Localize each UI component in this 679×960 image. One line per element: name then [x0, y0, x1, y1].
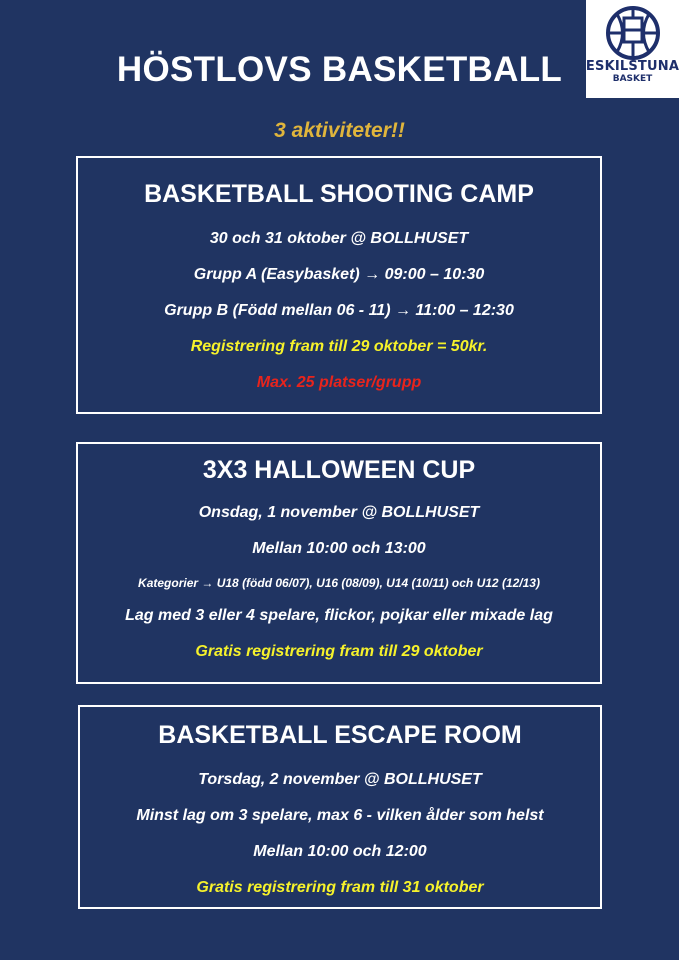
logo-sub: BASKET [612, 74, 653, 84]
event-date: Onsdag, 1 november @ BOLLHUSET [198, 504, 480, 521]
event-heading: BASKETBALL ESCAPE ROOM [158, 721, 522, 749]
event-registration: Gratis registrering fram till 29 oktober [195, 643, 483, 660]
event-team-size: Minst lag om 3 spelare, max 6 - vilken ålder som helst [136, 807, 544, 824]
event-card-shooting-camp [76, 156, 602, 414]
event-categories: Kategorier → U18 (född 06/07), U16 (08/09), U14 (10/11) och U12 (12/13) [138, 576, 540, 590]
event-group-a: Grupp A (Easybasket) → 09:00 – 10:30 [193, 266, 485, 283]
event-time: Mellan 10:00 och 12:00 [253, 843, 427, 860]
event-date: 30 och 31 oktober @ BOLLHUSET [209, 230, 469, 247]
event-heading: 3X3 HALLOWEEN CUP [202, 456, 476, 484]
event-time: Mellan 10:00 och 13:00 [252, 540, 426, 557]
page-title: HÖSTLOVS BASKETBALL [116, 50, 563, 89]
event-heading: BASKETBALL SHOOTING CAMP [144, 180, 534, 208]
event-teams: Lag med 3 eller 4 spelare, flickor, pojkar eller mixade lag [125, 607, 553, 624]
event-group-b: Grupp B (Född mellan 06 - 11) → 11:00 – 12:30 [164, 302, 514, 319]
page-subtitle: 3 aktiviteter!! [274, 119, 405, 142]
logo-name: ESKILSTUNA [585, 59, 679, 74]
event-date: Torsdag, 2 november @ BOLLHUSET [198, 771, 482, 788]
event-capacity: Max. 25 platser/grupp [256, 374, 422, 391]
event-registration: Gratis registrering fram till 31 oktober [196, 879, 484, 896]
event-registration: Registrering fram till 29 oktober = 50kr. [190, 338, 488, 355]
event-card-halloween-cup [76, 442, 602, 684]
event-card-escape-room [78, 705, 602, 909]
